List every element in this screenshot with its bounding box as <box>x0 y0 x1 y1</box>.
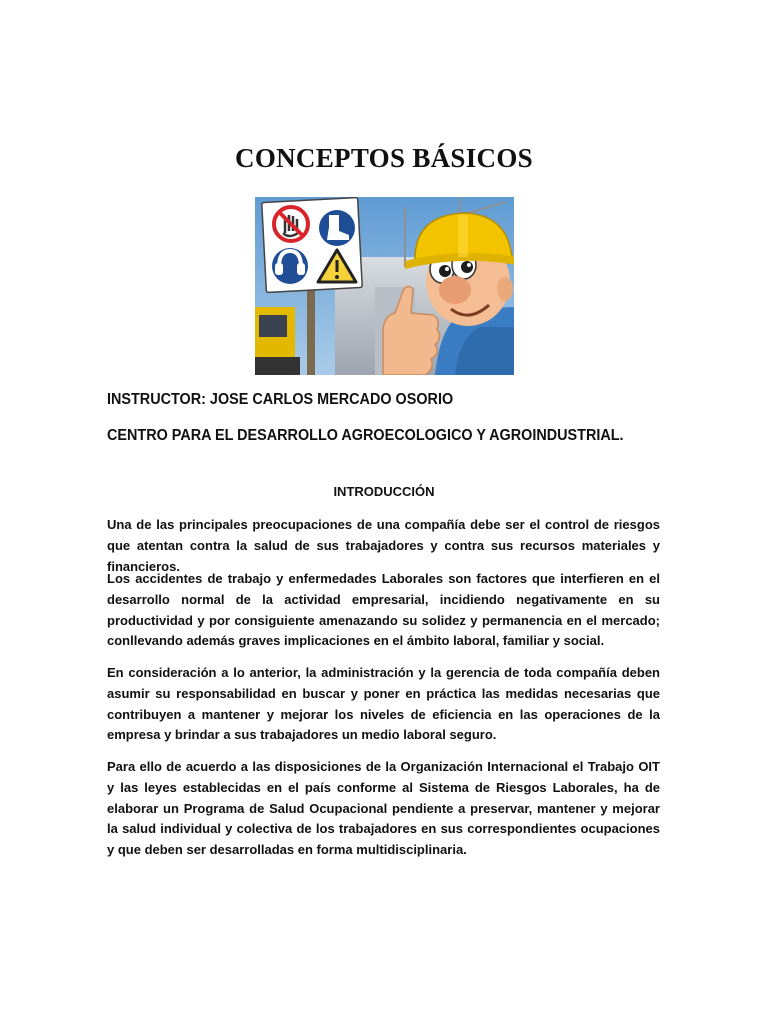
paragraph-1: Una de las principales preocupaciones de una compañía debe ser el control de riesgos que atentan contra la salud de sus trabajadores y contra sus recursos materiales y financieros. <box>107 517 660 574</box>
page-title: CONCEPTOS BÁSICOS <box>235 143 533 173</box>
instructor-line: INSTRUCTOR: JOSE CARLOS MERCADO OSORIO <box>107 391 454 408</box>
ear-protection-icon <box>272 248 308 284</box>
safety-illustration <box>255 197 514 375</box>
paragraph-2: Los accidentes de trabajo y enfermedades Laborales son factores que interfieren en el desarrollo normal de la actividad empresarial, incidiendo negativamente en su productividad y por consiguiente amenazando su solidez y permanencia en el mercado; conllevando además graves implicaciones en el ámbito laboral, familiar y social. <box>107 571 660 649</box>
introduction-heading: INTRODUCCIÓN <box>333 484 435 499</box>
center-name-line: CENTRO PARA EL DESARROLLO AGROECOLOGICO Y AGROINDUSTRIAL. <box>107 427 624 444</box>
safety-boot-icon <box>319 210 355 246</box>
paragraph-3: En consideración a lo anterior, la administración y la gerencia de toda compañía deben asumir su responsabilidad en buscar y poner en práctica las medidas necesarias que contribuyen a mantener y mejorar los niveles de eficiencia en las operaciones de la empresa y brindar a sus trabajadores un medio laboral seguro. <box>107 665 660 743</box>
no-hand-icon <box>274 207 308 241</box>
paragraph-4: Para ello de acuerdo a las disposiciones de la Organización Internacional el Trabajo OIT y las leyes establecidas en el país conforme al Sistema de Riesgos Laborales, ha de elaborar un Programa de Salud Ocupacional pendiente a preservar, mantener y mejorar la salud individual y colectiva de los trabajadores en sus correspondientes ocupaciones y que deben ser desarrolladas en forma multidisciplinaria. <box>107 759 660 858</box>
